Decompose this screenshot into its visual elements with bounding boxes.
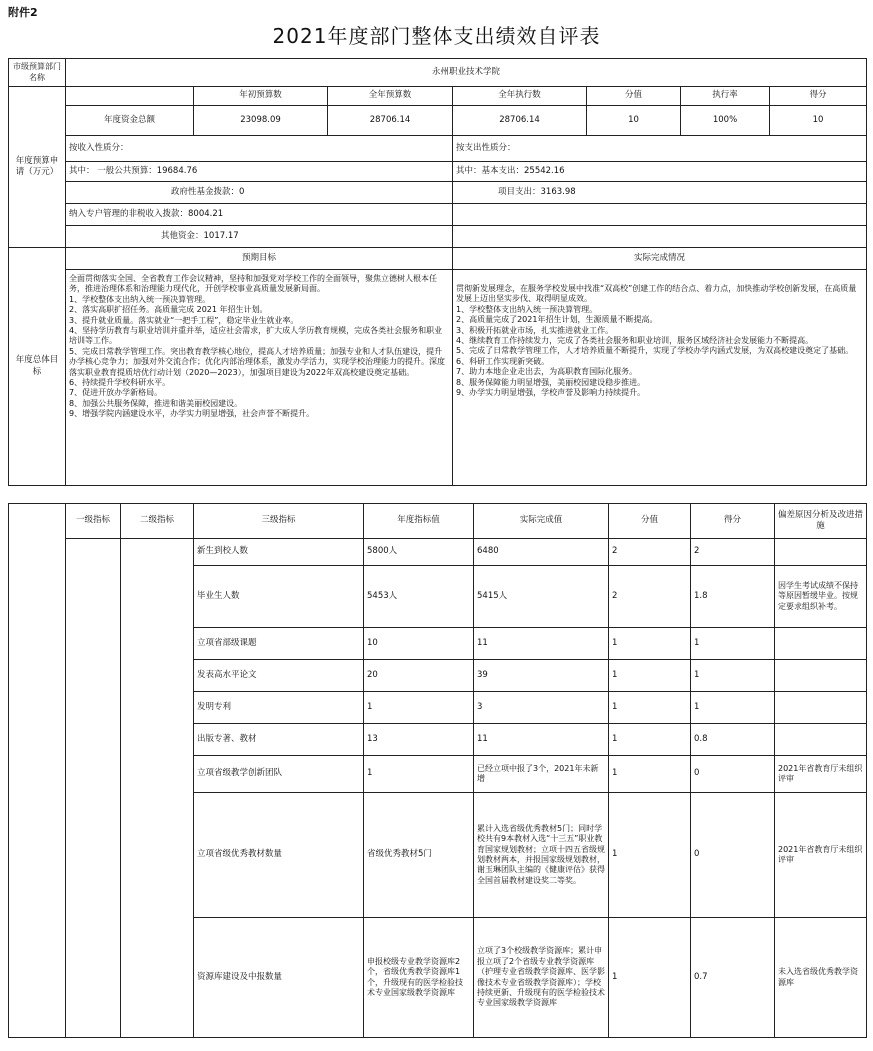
indicator-row-name: 毕业生人数: [194, 566, 364, 628]
indicator-row-target: 省级优秀教材5门: [364, 793, 474, 918]
indicator-row-score: 0: [691, 756, 775, 793]
indicator-row-score: 0: [691, 793, 775, 918]
budget-rate-value: 100%: [681, 106, 770, 136]
indicator-row-score-max: 1: [609, 918, 691, 1038]
budget-score-value: 10: [770, 106, 867, 136]
actual-results-header: 实际完成情况: [453, 248, 867, 270]
indicator-row-score: 1: [691, 660, 775, 692]
indicator-row-actual: 已经立项中报了3个，2021年未新增: [474, 756, 609, 793]
indicator-row-name: 新生到校人数: [194, 539, 364, 566]
budget-section-label: 年度预算申请（万元）: [9, 87, 66, 248]
indicator-row-target: 20: [364, 660, 474, 692]
budget-header-annual: 全年预算数: [328, 87, 453, 106]
indicator-row-actual: 39: [474, 660, 609, 692]
indicator-row-score-max: 1: [609, 724, 691, 756]
indicator-row-score: 1: [691, 692, 775, 724]
indicator-row-score: 1.8: [691, 566, 775, 628]
indicator-header-note: 偏差原因分析及改进措施: [775, 504, 867, 539]
indicator-row-actual: 6480: [474, 539, 609, 566]
indicator-row-actual: 立项了3个校级教学资源库；累计申报立项了2个省级专业教学资源库（护理专业省级教学资源库、医学影像技术专业省级教学资源库）；学校持续更新、升级现有的医学检验技术专业国家级教学资源库: [474, 918, 609, 1038]
indicator-row-target: 1: [364, 756, 474, 793]
level1-indicator-cell: [66, 539, 121, 1038]
basic-expense: 其中：基本支出：25542.16: [453, 162, 867, 182]
indicator-row-score-max: 2: [609, 539, 691, 566]
indicator-row-note: [775, 539, 867, 566]
indicator-row-name: 资源库建设及中报数量: [194, 918, 364, 1038]
indicator-row-note: 未入选省级优秀教学资源库: [775, 918, 867, 1038]
indicator-row-score-max: 1: [609, 793, 691, 918]
gov-fund: 政府性基金拨款：0: [66, 182, 453, 204]
indicator-row-note: [775, 692, 867, 724]
indicator-header-level2: 二级指标: [121, 504, 194, 539]
indicator-row-score: 1: [691, 628, 775, 660]
indicator-row-target: 13: [364, 724, 474, 756]
budget-row-label: 年度资金总额: [66, 106, 194, 136]
indicator-row-target: 5800人: [364, 539, 474, 566]
budget-header-score: 得分: [770, 87, 867, 106]
indicator-row-score-max: 1: [609, 660, 691, 692]
budget-executed-value: 28706.14: [453, 106, 587, 136]
other-funds: 其他资金：1017.17: [66, 226, 453, 248]
indicator-row-actual: 3: [474, 692, 609, 724]
budget-header-score-max: 分值: [587, 87, 681, 106]
budget-header-blank: [66, 87, 194, 106]
budget-header-initial: 年初预算数: [194, 87, 328, 106]
project-expense: 项目支出：3163.98: [453, 182, 867, 204]
indicator-row-note: 2021年省教育厅未组织评审: [775, 793, 867, 918]
actual-results-text: 贯彻新发展理念，在服务学校发展中找准“双高校”创建工作的结合点、着力点，加快推动学校创新发展，在高质量发展上迈出坚实步伐、取得明显成效。 1、学校整体支出纳入统一预决算管理。 2、高质量完成了2021年招生计划，生源质量不断提高。 3、积极开拓就业市场，扎实推进就业工作。 4、继续教育工作持续发力，完成了各类社会服务和职业培训，服务区域经济社会发展能力不断提高。 5、完成了日常教学管理工作，人才培养质量不断提升，实现了学校办学内涵式发展，为双高校建设奠定了基础。 6、科研工作实现新突破。 7、助力本地企业走出去，为高职教育国际化服务。 8、服务保障能力明显增强，美丽校园建设稳步推进。 9、办学实力明显增强，学校声誉及影响力持续提升。: [453, 270, 867, 486]
indicator-row-name: 发表高水平论文: [194, 660, 364, 692]
indicator-row-actual: 11: [474, 724, 609, 756]
indicator-row-score-max: 1: [609, 628, 691, 660]
indicator-row-note: [775, 724, 867, 756]
level2-indicator-cell: [121, 539, 194, 1038]
indicator-row-target: 5453人: [364, 566, 474, 628]
budget-initial-value: 23098.09: [194, 106, 328, 136]
expected-goals-header: 预期目标: [66, 248, 453, 270]
indicator-row-note: 因学生考试成绩不保持等原因暂缓毕业。按规定要求组织补考。: [775, 566, 867, 628]
budget-annual-value: 28706.14: [328, 106, 453, 136]
goals-section-label: 年度总体目标: [9, 248, 66, 486]
budget-goals-table: [8, 58, 867, 486]
indicator-header-level1: 一级指标: [66, 504, 121, 539]
indicator-row-target: 申报校级专业教学资源库2个，省级优秀教学资源库1个，升级现有的医学检验技术专业国家级教学资源库: [364, 918, 474, 1038]
indicator-section-blank: [9, 504, 66, 1038]
indicator-row-score-max: 1: [609, 692, 691, 724]
indicator-row-name: 发明专利: [194, 692, 364, 724]
by-expense-label: 按支出性质分：: [453, 136, 867, 162]
indicator-row-actual: 5415人: [474, 566, 609, 628]
indicator-row-note: [775, 628, 867, 660]
indicator-header-actual: 实际完成值: [474, 504, 609, 539]
indicator-row-name: 出版专著、教材: [194, 724, 364, 756]
indicator-header-score: 得分: [691, 504, 775, 539]
blank-cell-2: [453, 226, 867, 248]
indicator-row-actual: 11: [474, 628, 609, 660]
indicator-row-actual: 累计入选省级优秀教材5门；同时学校共有9本教材入选“十三五”职业教育国家规划教材；立项十四五省级规划教材两本，并报国家级规划教材，谢玉琳团队主编的《健康评估》获得全国首届教材建设奖二等奖。: [474, 793, 609, 918]
indicator-row-score-max: 2: [609, 566, 691, 628]
by-income-label: 按收入性质分：: [66, 136, 453, 162]
special-nontax-funds: 纳入专户管理的非税收入拨款：8004.21: [66, 204, 453, 226]
budget-header-executed: 全年执行数: [453, 87, 587, 106]
indicator-row-target: 1: [364, 692, 474, 724]
dept-name-value: 永州职业技术学院: [66, 59, 867, 87]
indicator-row-name: 立项省部级课题: [194, 628, 364, 660]
indicator-row-score-max: 1: [609, 756, 691, 793]
budget-score-max-value: 10: [587, 106, 681, 136]
general-public-budget: 其中： 一般公共预算：19684.76: [66, 162, 453, 182]
indicator-row-score: 0.8: [691, 724, 775, 756]
indicator-row-target: 10: [364, 628, 474, 660]
indicator-row-name: 立项省级教学创新团队: [194, 756, 364, 793]
blank-cell-1: [453, 204, 867, 226]
indicators-table: [8, 503, 867, 1038]
indicator-row-score: 2: [691, 539, 775, 566]
indicator-header-target: 年度指标值: [364, 504, 474, 539]
expected-goals-text: 全面贯彻落实全国、全省教育工作会议精神，坚持和加强党对学校工作的全面领导，聚焦立德树人根本任务，推进治理体系和治理能力现代化，开创学校事业高质量发展新局面。 1、学校整体支出纳入统一预决算管理。 2、落实高职扩招任务。高质量完成 2021 年招生计划。 3、提升就业质量。落实就业“一把手工程”，稳定毕业生就业率。 4、坚持学历教育与职业培训并重并举，适应社会需求，扩大成人学历教育规模，完成各类社会服务和职业培训等工作。 5、完成日常教学管理工作。突出教育教学核心地位，提高人才培养质量；加强专业和人才队伍建设，提升办学核心竞争力；加强对外交流合作；优化内部治理体系，激发办学活力，实现学校治理能力的提升。深度落实职业教育提质培优行动计划（2020—2023），加强项目建设为2022年双高校建设奠定基础。 6、持续提升学校科研水平。 7、促进开放办学新格局。 8、加强公共服务保障，推进和谐美丽校园建设。 9、增强学院内涵建设水平，办学实力明显增强，社会声誉不断提升。: [66, 270, 453, 486]
page-title: 2021年度部门整体支出绩效自评表: [272, 24, 601, 48]
indicator-row-name: 立项省级优秀教材数量: [194, 793, 364, 918]
indicator-row-note: [775, 660, 867, 692]
indicator-header-level3: 三级指标: [194, 504, 364, 539]
attachment-label: 附件2: [8, 6, 38, 19]
indicator-row-note: 2021年省教育厅未组织评审: [775, 756, 867, 793]
indicator-header-score-max: 分值: [609, 504, 691, 539]
budget-header-rate: 执行率: [681, 87, 770, 106]
dept-name-label: 市级预算部门名称: [9, 59, 66, 87]
indicator-row-score: 0.7: [691, 918, 775, 1038]
